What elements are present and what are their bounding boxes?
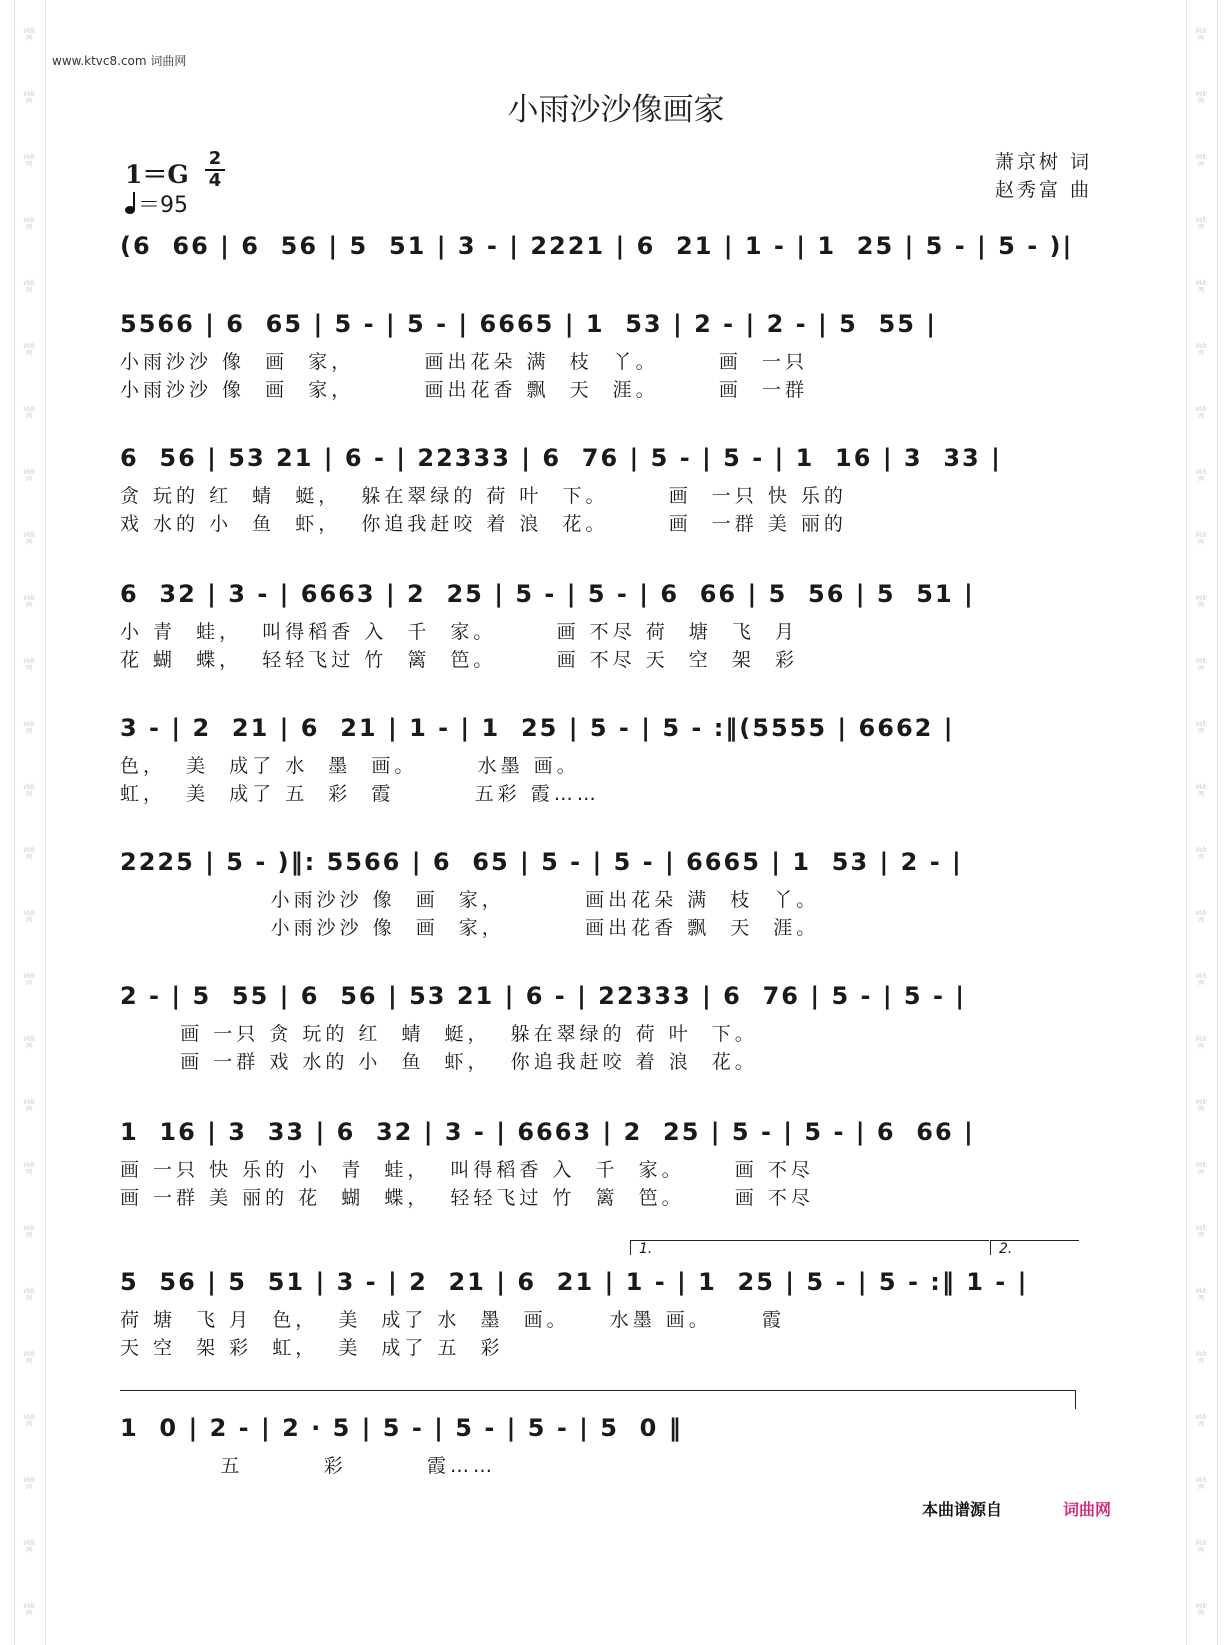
staff-system xyxy=(120,570,1080,674)
notes-line: 5 56 | 5 51 | 3 - | 2 21 | 6 21 | 1 - | 1 25 | 5 - | 5 - :‖ 1 - | xyxy=(120,1268,1029,1296)
staff-system xyxy=(120,222,1080,270)
side-watermark-text: 词曲网 xyxy=(1194,1603,1207,1617)
notes-line: 3 - | 2 21 | 6 21 | 1 - | 1 25 | 5 - | 5 - :‖(5555 | 6662 | xyxy=(120,714,955,742)
side-watermark-text: 词曲网 xyxy=(22,1225,35,1239)
side-watermark-text: 词曲网 xyxy=(1194,28,1207,42)
side-watermark-text: 词曲网 xyxy=(22,1162,35,1176)
side-watermark-text: 词曲网 xyxy=(22,658,35,672)
volta-label: 1. xyxy=(639,1241,653,1257)
lyrics-verse-2: 小雨沙沙 像 画 家， 画出花香 飘 天 涯。 xyxy=(120,917,820,939)
side-watermark-text: 词曲网 xyxy=(22,1414,35,1428)
lyrics-verse-1: 小雨沙沙 像 画 家， 画出花朵 满 枝 丫。 xyxy=(120,889,820,911)
side-watermark-text: 词曲网 xyxy=(22,1351,35,1365)
notes-line: (6 66 | 6 56 | 5 51 | 3 - | 2221 | 6 21 | 1 - | 1 25 | 5 - | 5 - )| xyxy=(120,232,1074,260)
side-watermark-text: 词曲网 xyxy=(1194,1036,1207,1050)
side-watermark-text: 词曲网 xyxy=(22,217,35,231)
notes-line: 6 56 | 53 21 | 6 - | 22333 | 6 76 | 5 - | 5 - | 1 16 | 3 33 | xyxy=(120,444,1002,472)
lyrics-verse-2: 戏 水的 小 鱼 虾， 你追我赶咬 着 浪 花。 画 一群 美 丽的 xyxy=(120,513,847,535)
side-watermark-text: 词曲网 xyxy=(1194,469,1207,483)
composer-credit: 赵秀富 曲 xyxy=(994,179,1092,201)
side-watermark-text: 词曲网 xyxy=(22,1099,35,1113)
side-watermark-text: 词曲网 xyxy=(1194,595,1207,609)
lyrics-verse-2: 天 空 架 彩 虹， 美 成了 五 彩 xyxy=(120,1337,504,1359)
side-watermark-text: 词曲网 xyxy=(1194,1477,1207,1491)
side-watermark-text: 词曲网 xyxy=(22,1036,35,1050)
lyrics-verse-1: 色， 美 成了 水 墨 画。 水墨 画。 xyxy=(120,755,580,777)
side-watermark-text: 词曲网 xyxy=(1194,406,1207,420)
tempo-marking xyxy=(125,188,188,219)
side-watermark-text: 词曲网 xyxy=(1194,1414,1207,1428)
side-watermark-text: 词曲网 xyxy=(1194,1099,1207,1113)
notes-line: 6 32 | 3 - | 6663 | 2 25 | 5 - | 5 - | 6 66 | 5 56 | 5 51 | xyxy=(120,580,975,608)
lyrics-verse-1: 画 一只 贪 玩的 红 蜻 蜓， 躲在翠绿的 荷 叶 下。 xyxy=(120,1023,758,1045)
time-signature-bottom: 4 xyxy=(208,170,222,191)
side-watermark-text: 词曲网 xyxy=(22,280,35,294)
notes-line: 5566 | 6 65 | 5 - | 5 - | 6665 | 1 53 | 2 - | 2 - | 5 55 | xyxy=(120,310,938,338)
staff-system xyxy=(120,838,1080,942)
staff-system xyxy=(120,300,1080,404)
notes-line: 2 - | 5 55 | 6 56 | 53 21 | 6 - | 22333 | 6 76 | 5 - | 5 - | xyxy=(120,982,967,1010)
first-ending-bracket xyxy=(630,1240,989,1255)
right-watermark-strip xyxy=(1186,0,1218,1645)
page-title: 小雨沙沙像画家 xyxy=(507,92,725,128)
side-watermark-text: 词曲网 xyxy=(1194,973,1207,987)
side-watermark-text: 词曲网 xyxy=(22,28,35,42)
site-url: www.ktvc8.com 词曲网 xyxy=(52,54,187,68)
quarter-note-icon xyxy=(125,206,135,214)
side-watermark-text: 词曲网 xyxy=(1194,847,1207,861)
side-watermark-text: 词曲网 xyxy=(22,784,35,798)
footer-source-label: 本曲谱源自 xyxy=(922,1500,1003,1519)
staff-system xyxy=(120,434,1080,538)
side-watermark-text: 词曲网 xyxy=(1194,658,1207,672)
side-watermark-text: 词曲网 xyxy=(22,1603,35,1617)
side-watermark-text: 词曲网 xyxy=(22,1540,35,1554)
side-watermark-text: 词曲网 xyxy=(1194,1351,1207,1365)
staff-system xyxy=(120,1258,1080,1362)
side-watermark-text: 词曲网 xyxy=(22,1288,35,1302)
time-signature-top: 2 xyxy=(208,148,222,169)
side-watermark-text: 词曲网 xyxy=(1194,784,1207,798)
side-watermark-text: 词曲网 xyxy=(1194,154,1207,168)
lyrics-verse-2: 画 一群 戏 水的 小 鱼 虾， 你追我赶咬 着 浪 花。 xyxy=(120,1051,758,1073)
staff-system xyxy=(120,1108,1080,1212)
lyrics-verse-1: 五 彩 霞…… xyxy=(120,1455,497,1477)
volta-label: 2. xyxy=(999,1241,1013,1257)
lyrics-verse-1: 贪 玩的 红 蜻 蜓， 躲在翠绿的 荷 叶 下。 画 一只 快 乐的 xyxy=(120,485,847,507)
side-watermark-text: 词曲网 xyxy=(1194,1162,1207,1176)
side-watermark-text: 词曲网 xyxy=(1194,91,1207,105)
side-watermark-text: 词曲网 xyxy=(22,721,35,735)
notes-line: 2225 | 5 - )‖: 5566 | 6 65 | 5 - | 5 - | 6665 | 1 53 | 2 - | xyxy=(120,848,963,876)
side-watermark-text: 词曲网 xyxy=(22,532,35,546)
key-signature: 1＝G xyxy=(125,160,189,189)
lyrics-verse-1: 小 青 蛙， 叫得稻香 入 千 家。 画 不尽 荷 塘 飞 月 xyxy=(120,621,798,643)
side-watermark-text: 词曲网 xyxy=(22,1477,35,1491)
credits xyxy=(995,148,1092,204)
side-watermark-text: 词曲网 xyxy=(22,973,35,987)
lyrics-verse-1: 画 一只 快 乐的 小 青 蛙， 叫得稻香 入 千 家。 画 不尽 xyxy=(120,1159,814,1181)
side-watermark-text: 词曲网 xyxy=(1194,721,1207,735)
notes-line: 1 0 | 2 - | 2 · 5 | 5 - | 5 - | 5 - | 5 0 ‖ xyxy=(120,1414,683,1442)
side-watermark-text: 词曲网 xyxy=(1194,280,1207,294)
lyrics-verse-2: 虹， 美 成了 五 彩 霞 五彩 霞…… xyxy=(120,783,600,805)
lyricist-credit: 萧京树 词 xyxy=(994,151,1092,173)
footer-brand-link[interactable]: 词曲网 xyxy=(1063,1500,1112,1519)
side-watermark-text: 词曲网 xyxy=(1194,910,1207,924)
tempo-value: ＝95 xyxy=(138,193,188,218)
staff-system xyxy=(120,704,1080,808)
side-watermark-text: 词曲网 xyxy=(22,595,35,609)
side-watermark-text: 词曲网 xyxy=(22,91,35,105)
lyrics-verse-2: 画 一群 美 丽的 花 蝴 蝶， 轻轻飞过 竹 篱 笆。 画 不尽 xyxy=(120,1187,814,1209)
lyrics-verse-1: 荷 塘 飞 月 色， 美 成了 水 墨 画。 水墨 画。 霞 xyxy=(120,1309,785,1331)
side-watermark-text: 词曲网 xyxy=(1194,532,1207,546)
side-watermark-text: 词曲网 xyxy=(22,469,35,483)
lyrics-verse-2: 小雨沙沙 像 画 家， 画出花香 飘 天 涯。 画 一群 xyxy=(120,379,808,401)
side-watermark-text: 词曲网 xyxy=(22,406,35,420)
left-watermark-strip xyxy=(14,0,46,1645)
side-watermark-text: 词曲网 xyxy=(22,910,35,924)
second-ending-bracket xyxy=(990,1240,1079,1255)
staff-system xyxy=(120,972,1080,1076)
side-watermark-text: 词曲网 xyxy=(1194,1288,1207,1302)
side-watermark-text: 词曲网 xyxy=(22,847,35,861)
notes-line: 1 16 | 3 33 | 6 32 | 3 - | 6663 | 2 25 | 5 - | 5 - | 6 66 | xyxy=(120,1118,975,1146)
staff-system xyxy=(120,1404,1080,1480)
side-watermark-text: 词曲网 xyxy=(22,343,35,357)
lyrics-verse-1: 小雨沙沙 像 画 家， 画出花朵 满 枝 丫。 画 一只 xyxy=(120,351,808,373)
time-signature xyxy=(205,150,225,190)
side-watermark-text: 词曲网 xyxy=(1194,1225,1207,1239)
side-watermark-text: 词曲网 xyxy=(1194,1540,1207,1554)
side-watermark-text: 词曲网 xyxy=(22,154,35,168)
side-watermark-text: 词曲网 xyxy=(1194,343,1207,357)
lyrics-verse-2: 花 蝴 蝶， 轻轻飞过 竹 篱 笆。 画 不尽 天 空 架 彩 xyxy=(120,649,798,671)
side-watermark-text: 词曲网 xyxy=(1194,217,1207,231)
